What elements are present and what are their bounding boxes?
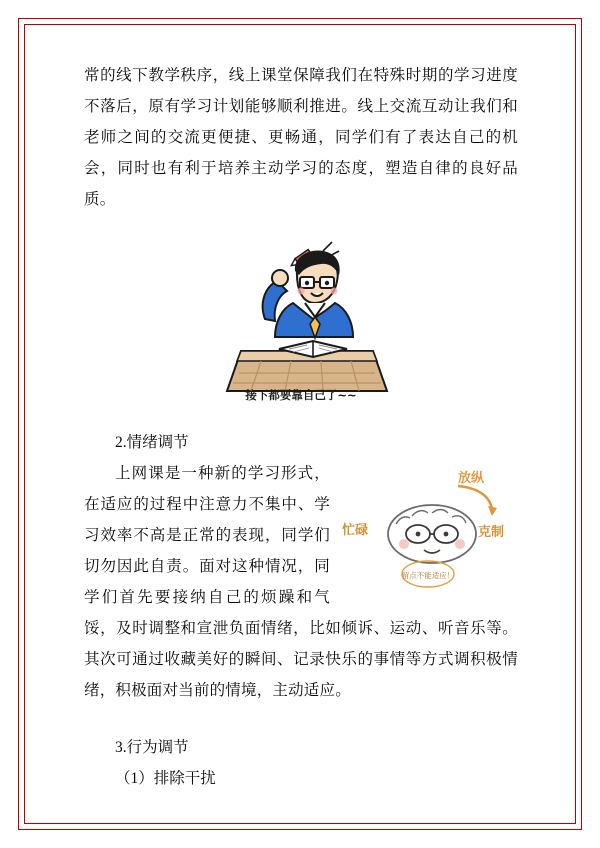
paragraph-section-2: 上网课是一种新的学习形式，在适应的过程中注意力不集中、学习效率不高是正常的表现，同学们切勿因此自责。面对这种情况，同学们首先要接纳自己的烦躁和气馁，及时调整和宣泄负面情绪，比如倾诉、运动、听音乐等。其次可通过收藏美好的瞬间、记录快乐的事情等方式调积极情绪，积极面对当前的情境，主动适应。	[84, 465, 518, 699]
figure-1-caption: 接下都要靠自己了~~	[245, 388, 357, 401]
section-subheading-3-1: （1）排除干扰	[115, 770, 216, 787]
section-heading-3: 3.行为调节	[115, 739, 189, 756]
section-heading-2: 2.情绪调节	[115, 434, 189, 451]
figure-2-label-left: 忙碌	[342, 523, 369, 538]
boy-studying-illustration	[201, 233, 401, 401]
document-content	[84, 60, 518, 794]
figure-2-label-right: 克制	[478, 525, 505, 540]
paragraph-intro: 常的线下教学秩序，线上课堂保障我们在特殊时期的学习进度不落后，原有学习计划能够顺利推进。线上交流互动让我们和老师之间的交流更便捷、更畅通，同学们有了表达自己的机会，同时也有利于培养主动学习的态度，塑造自律的良好品质。	[84, 67, 518, 208]
emotion-regulation-sketch	[340, 462, 518, 592]
figure-1-container	[84, 233, 518, 401]
figure-2-label-top-right: 放纵	[458, 471, 485, 486]
figure-2-label-center: 留点不能适应！	[401, 571, 455, 580]
